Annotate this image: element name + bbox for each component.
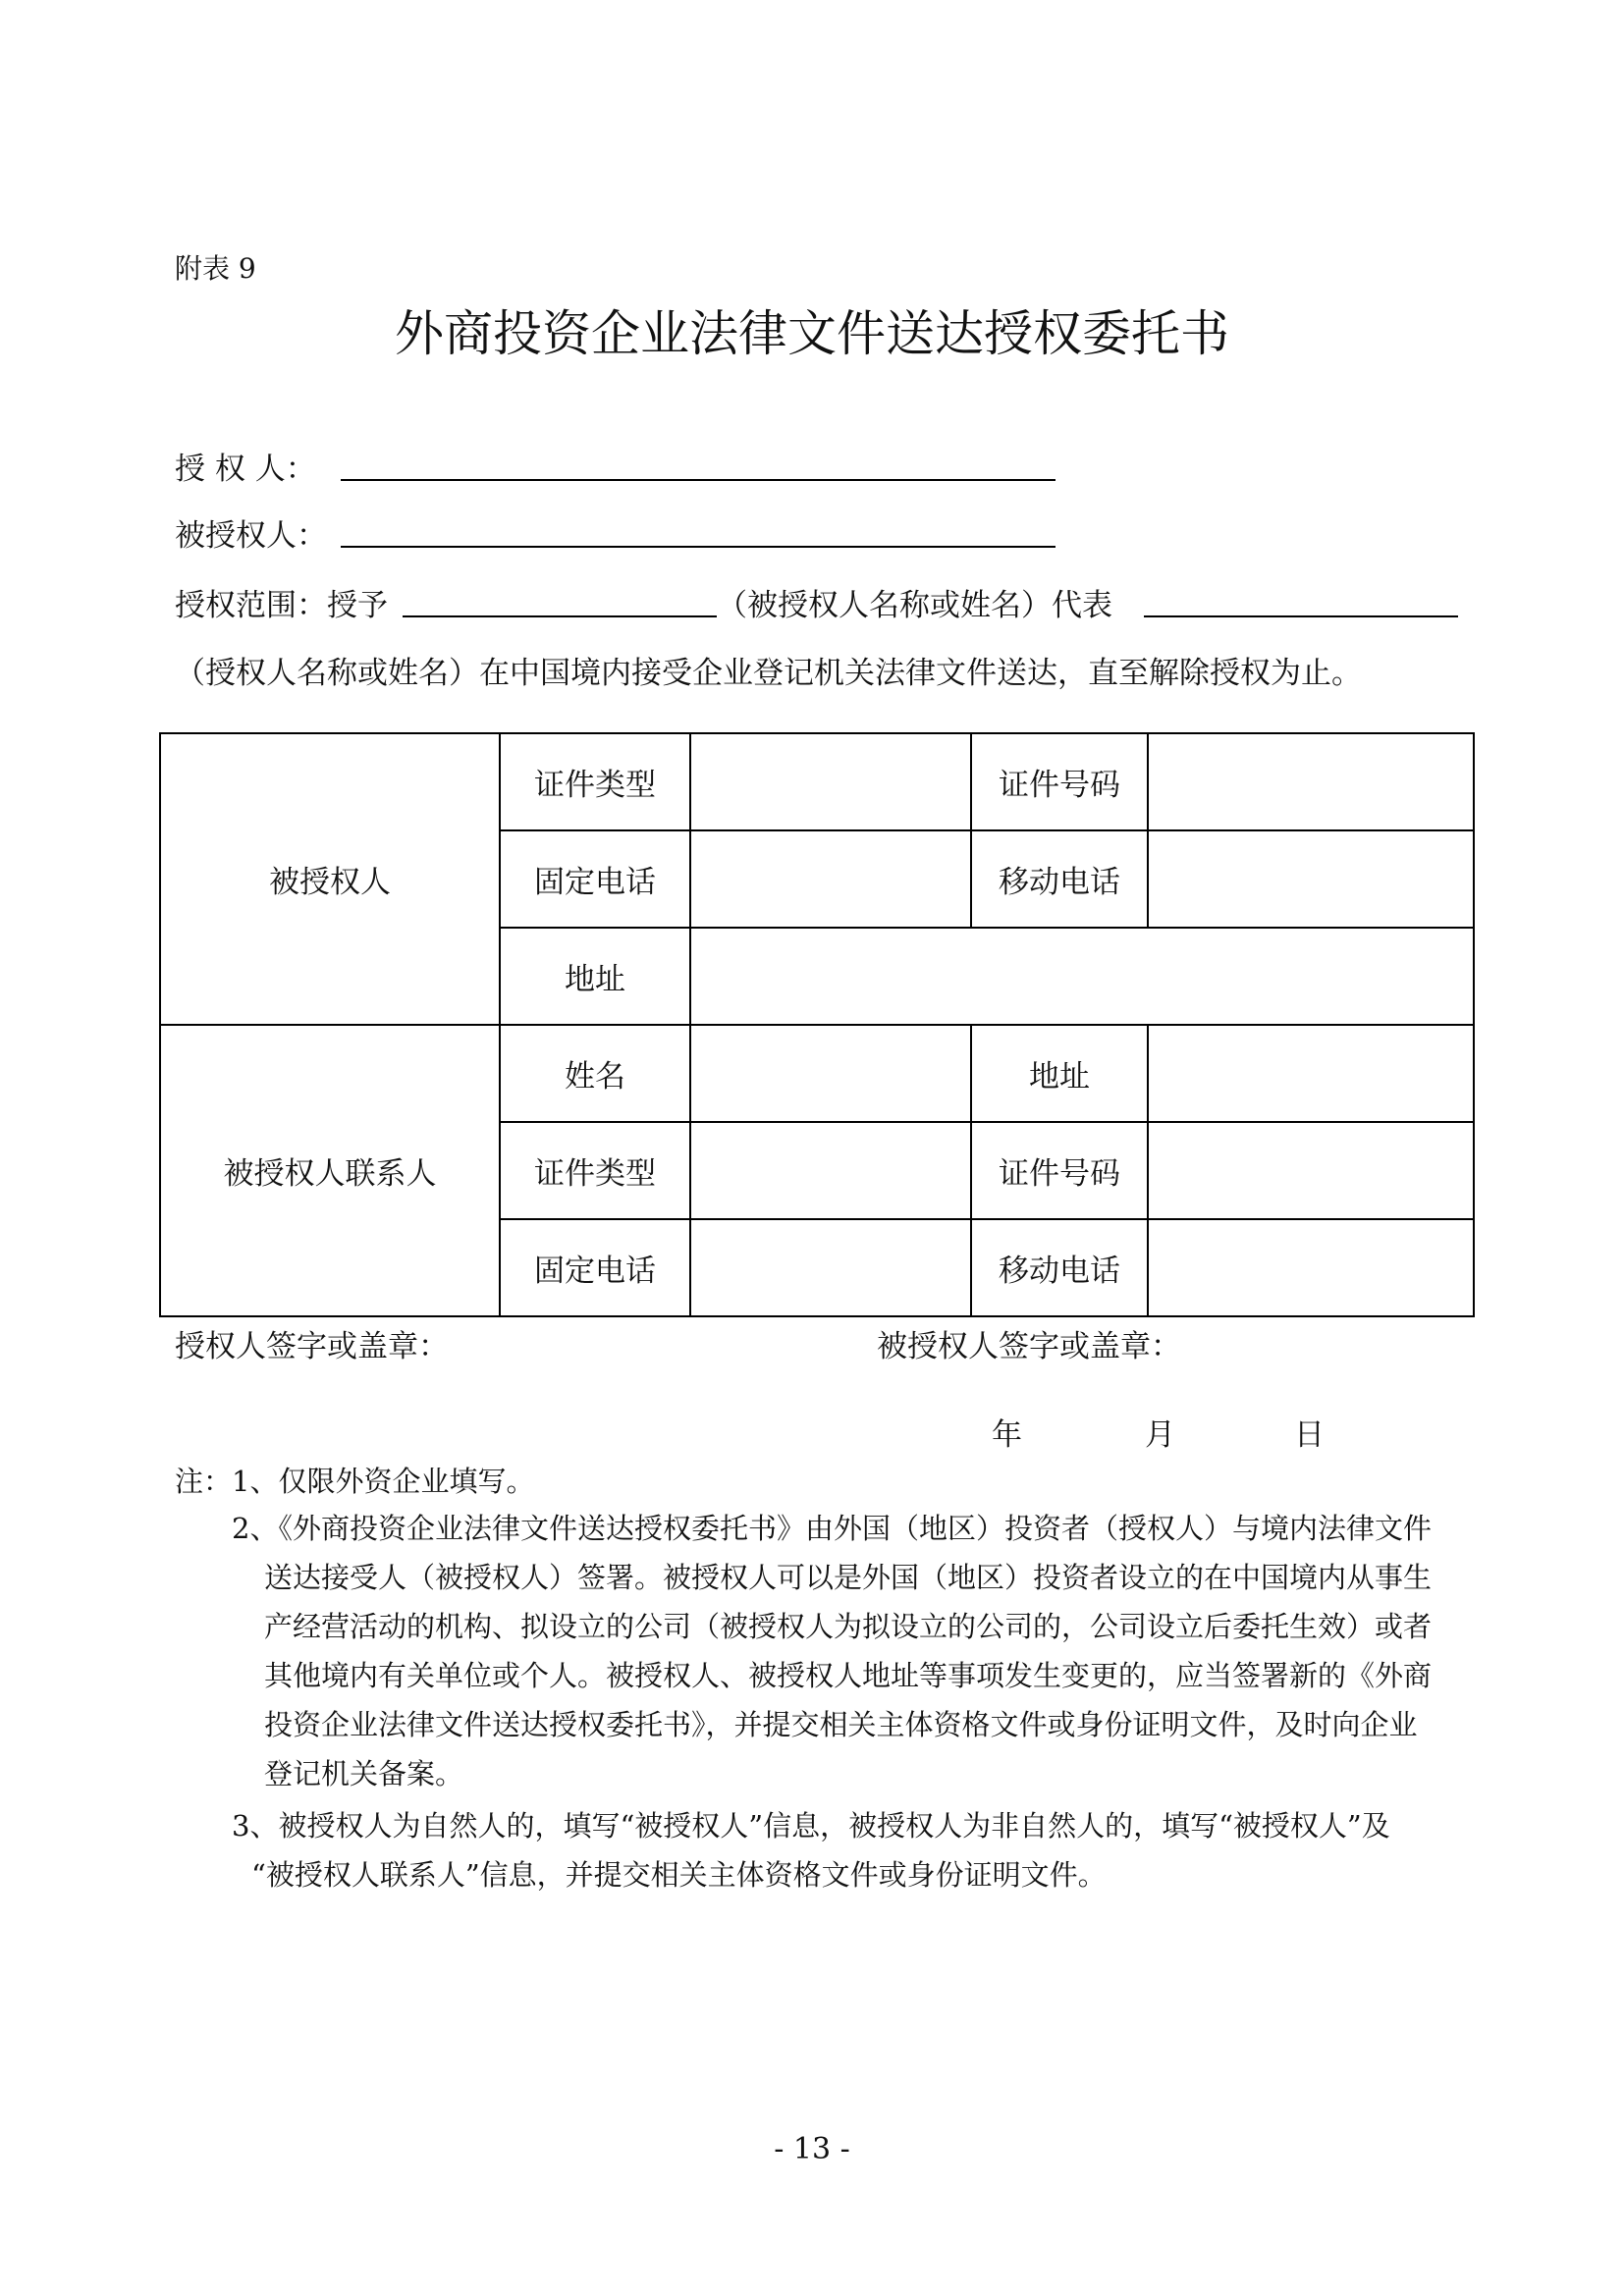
mobile-label: 移动电话 (971, 830, 1148, 928)
authorized-signature-label: 被授权人签字或盖章： (877, 1329, 1181, 1364)
note-2-line: 投资企业法律文件送达授权委托书》，并提交相关主体资格文件或身份证明文件，及时向企业 (264, 1708, 1418, 1741)
authorizer-signature-label: 授权人签字或盖章： (175, 1329, 449, 1364)
authorizer-label: 授 权 人： (175, 452, 316, 487)
scope-line-2: （授权人名称或姓名）在中国境内接受企业登记机关法律文件送达，直至解除授权为止。 (175, 656, 1362, 691)
note-1 (175, 1457, 534, 1506)
id-type-field[interactable] (690, 733, 971, 830)
authorization-info-table (159, 732, 1475, 1317)
contact-name-field[interactable] (690, 1025, 971, 1122)
contact-id-type-field[interactable] (690, 1122, 971, 1219)
landline-label: 固定电话 (500, 830, 690, 928)
note-2-line: 送达接受人（被授权人）签署。被授权人可以是外国（地区）投资者设立的在中国境内从事生 (264, 1561, 1433, 1594)
landline-field[interactable] (690, 830, 971, 928)
id-type-label: 证件类型 (500, 733, 690, 830)
note-3-line: “被授权人联系人”信息，并提交相关主体资格文件或身份证明文件。 (251, 1858, 1107, 1892)
note-3 (232, 1801, 1390, 1899)
note-2-line: 2、《外商投资企业法律文件送达授权委托书》由外国（地区）投资者（授权人）与境内法律文件 (232, 1512, 1432, 1545)
scope-authorized-input-line[interactable] (403, 615, 717, 617)
note-1-prefix: 注：1、 (175, 1465, 279, 1498)
mobile-field[interactable] (1148, 830, 1474, 928)
address-label: 地址 (500, 928, 690, 1025)
address-field[interactable] (690, 928, 1474, 1025)
scope-authorizer-input-line[interactable] (1144, 615, 1458, 617)
page-title: 外商投资企业法律文件送达授权委托书 (395, 305, 1229, 362)
date-day: 日 (1294, 1417, 1325, 1453)
scope-middle: （被授权人名称或姓名）代表 (717, 588, 1112, 623)
id-number-label: 证件号码 (971, 733, 1148, 830)
authorized-label: 被授权人： (175, 518, 327, 554)
contact-address-label: 地址 (971, 1025, 1148, 1122)
date-year: 年 (992, 1417, 1022, 1453)
note-2-line: 其他境内有关单位或个人。被授权人、被授权人地址等事项发生变更的，应当签署新的《外商 (264, 1659, 1433, 1692)
group-authorized-contact: 被授权人联系人 (160, 1025, 500, 1316)
appendix-label: 附表 9 (175, 252, 256, 285)
contact-mobile-label: 移动电话 (971, 1219, 1148, 1316)
contact-id-number-label: 证件号码 (971, 1122, 1148, 1219)
authorizer-input-line[interactable] (341, 479, 1056, 481)
note-2-line: 产经营活动的机构、拟设立的公司（被授权人为拟设立的公司的，公司设立后委托生效）或者 (264, 1610, 1433, 1643)
contact-id-number-field[interactable] (1148, 1122, 1474, 1219)
date-month: 月 (1145, 1417, 1175, 1453)
authorized-input-line[interactable] (341, 546, 1056, 548)
contact-id-type-label: 证件类型 (500, 1122, 690, 1219)
contact-address-field[interactable] (1148, 1025, 1474, 1122)
group-authorized: 被授权人 (160, 733, 500, 1025)
contact-mobile-field[interactable] (1148, 1219, 1474, 1316)
scope-prefix: 授权范围：授予 (175, 588, 388, 623)
id-number-field[interactable] (1148, 733, 1474, 830)
note-2-line: 登记机关备案。 (264, 1757, 464, 1790)
contact-landline-label: 固定电话 (500, 1219, 690, 1316)
contact-landline-field[interactable] (690, 1219, 971, 1316)
page-number: - 13 - (774, 2132, 850, 2166)
note-3-line: 3、被授权人为自然人的，填写“被授权人”信息，被授权人为非自然人的，填写“被授权人”及 (232, 1809, 1390, 1842)
note-2 (232, 1504, 1432, 1798)
note-1-text: 仅限外资企业填写。 (278, 1465, 535, 1498)
contact-name-label: 姓名 (500, 1025, 690, 1122)
